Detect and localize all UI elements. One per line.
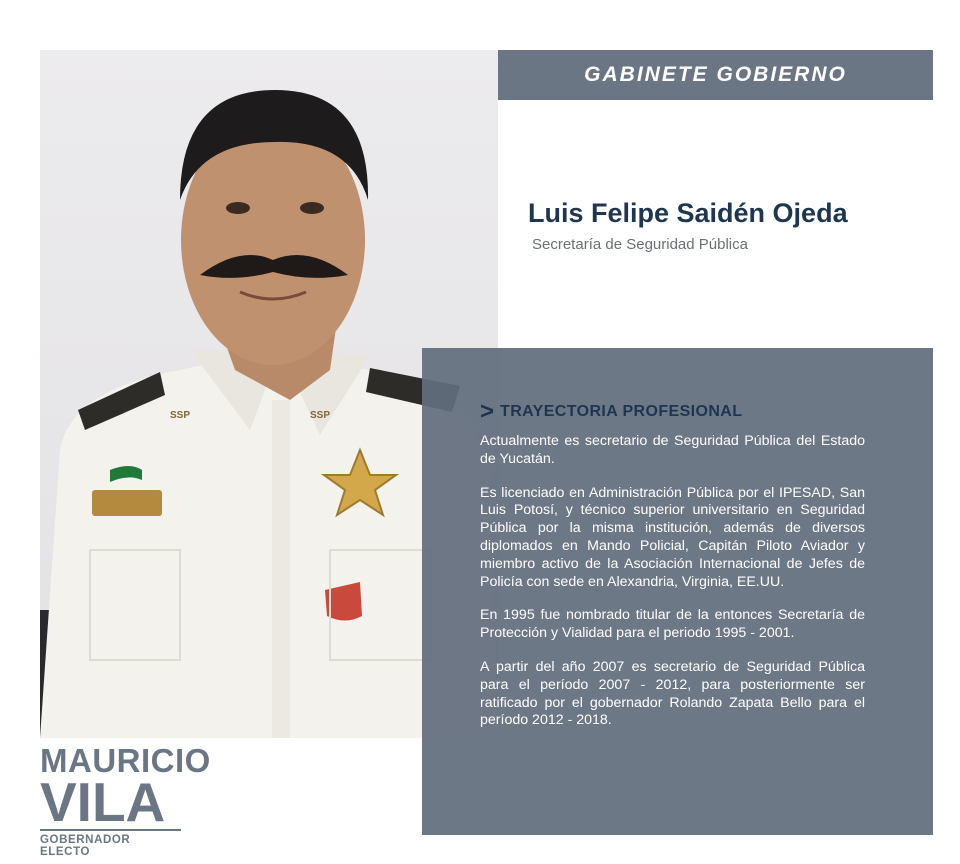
header-band	[498, 50, 933, 100]
right-eye	[300, 202, 324, 214]
collar-insignia-right: SSP	[310, 410, 331, 421]
shirt-placket	[272, 400, 290, 738]
logo-line-2: VILA	[40, 771, 166, 833]
collar-insignia-left: SSP	[170, 410, 191, 421]
bio-paragraph: Actualmente es secretario de Seguridad Pública del Estado de Yucatán.	[480, 433, 865, 467]
logo-line-1: MAURICIO	[40, 742, 211, 779]
section-title	[480, 398, 743, 425]
section-title-label: TRAYECTORIA PROFESIONAL	[500, 403, 743, 420]
chevron-right-icon: >	[480, 398, 495, 425]
bio-paragraph: Es licenciado en Administración Pública por el IPESAD, San Luis Potosí, y técnico superior universitario en Seguridad Pública por la misma institución, además de diversos diplomados en Mando Policial, Capitán Piloto Aviador y miembro activo de la Asociación Internacional de Jefes de Policía con sede en Alexandria, Virginia, EE.UU.	[480, 484, 865, 590]
header-title: GABINETE GOBIERNO	[584, 63, 847, 86]
mauricio-vila-logo	[40, 742, 211, 858]
bio-text	[480, 433, 865, 746]
logo-line-3: GOBERNADOR ELECTO	[40, 829, 181, 858]
official-role: Secretaría de Seguridad Pública	[532, 236, 748, 253]
official-name: Luis Felipe Saidén Ojeda	[528, 198, 848, 228]
bio-paragraph: A partir del año 2007 es secretario de Seguridad Pública para el período 2007 - 2012, para posteriormente ser ratificado por el gobernador Rolando Zapata Bello para el período 2012 - 2018.	[480, 658, 865, 729]
left-eye	[226, 202, 250, 214]
bio-paragraph: En 1995 fue nombrado titular de la entonces Secretaría de Protección y Vialidad para el periodo 1995 - 2001.	[480, 607, 865, 642]
name-tag	[92, 490, 162, 516]
